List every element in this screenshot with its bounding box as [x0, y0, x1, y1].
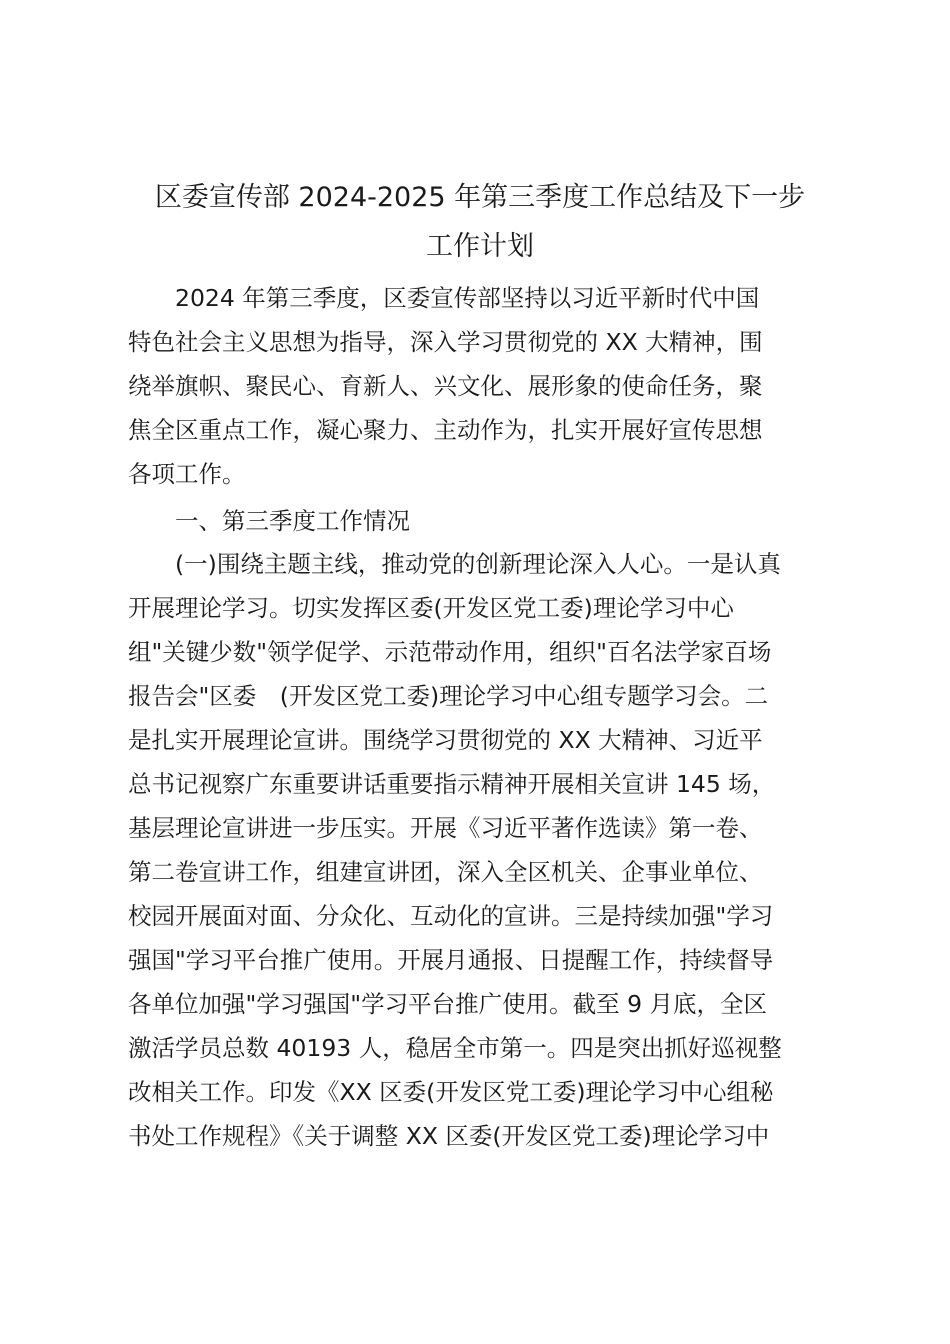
body-line: 改相关工作。印发《XX 区委(开发区党工委)理论学习中心组秘: [128, 1078, 774, 1106]
section-heading: 一、第三季度工作情况: [128, 507, 410, 535]
body-line: 开展理论学习。切实发挥区委(开发区党工委)理论学习中心: [128, 594, 734, 622]
body-line: 报告会"区委 (开发区党工委)理论学习中心组专题学习会。二: [128, 682, 769, 710]
document-title-line-1: 区委宣传部 2024-2025 年第三季度工作总结及下一步: [154, 182, 806, 213]
body-line: (一)围绕主题主线，推动党的创新理论深入人心。一是认真: [128, 550, 781, 578]
body-line: 2024 年第三季度，区委宣传部坚持以习近平新时代中国: [128, 284, 760, 312]
body-line: 焦全区重点工作，凝心聚力、主动作为，扎实开展好宣传思想: [128, 416, 763, 444]
body-line: 是扎实开展理论宣讲。围绕学习贯彻党的 XX 大精神、习近平: [128, 726, 763, 754]
body-line: 各项工作。: [128, 460, 246, 488]
body-line: 各单位加强"学习强国"学习平台推广使用。截至 9 月底，全区: [128, 990, 768, 1018]
body-line: 激活学员总数 40193 人，稳居全市第一。四是突出抓好巡视整: [128, 1034, 782, 1062]
body-line: 校园开展面对面、分众化、互动化的宣讲。三是持续加强"学习: [128, 902, 774, 930]
body-line: 总书记视察广东重要讲话重要指示精神开展相关宣讲 145 场，: [128, 770, 776, 798]
body-line: 强国"学习平台推广使用。开展月通报、日提醒工作，持续督导: [128, 946, 774, 974]
document-title-line-2: 工作计划: [426, 231, 534, 262]
body-line: 绕举旗帜、聚民心、育新人、兴文化、展形象的使命任务，聚: [128, 372, 763, 400]
body-line: 书处工作规程》《关于调整 XX 区委(开发区党工委)理论学习中: [128, 1122, 770, 1150]
body-line: 特色社会主义思想为指导，深入学习贯彻党的 XX 大精神，围: [128, 328, 763, 356]
body-line: 基层理论宣讲进一步压实。开展《习近平著作选读》第一卷、: [128, 814, 763, 842]
body-line: 第二卷宣讲工作，组建宣讲团，深入全区机关、企事业单位、: [128, 858, 763, 886]
body-line: 组"关键少数"领学促学、示范带动作用，组织"百名法学家百场: [128, 638, 772, 666]
